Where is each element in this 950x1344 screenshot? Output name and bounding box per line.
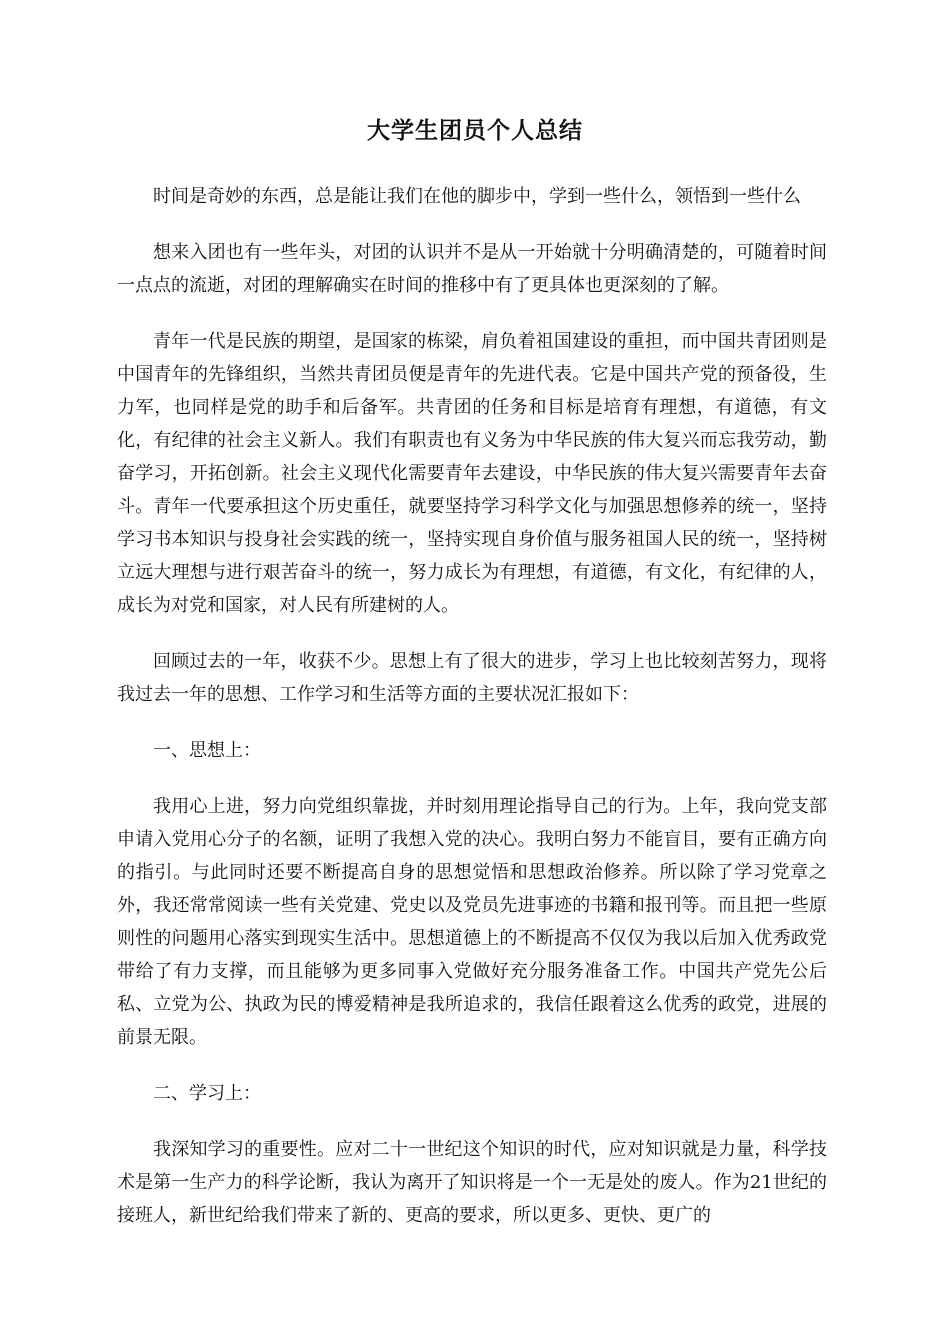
section-heading-study: 二、学习上： — [153, 1083, 261, 1104]
paragraph-study: 我深知学习的重要性。应对二十一世纪这个知识的时代，应对知识就是力量，科学技术是第一生产力的科学论断，我认为离开了知识将是一个一无是处的废人。作为21世纪的接班人，新世纪给我们带来了新的、更高的要求，所以更多、更快、更广的 — [117, 1139, 827, 1226]
paragraph-review: 回顾过去的一年，收获不少。思想上有了很大的进步，学习上也比较刻苦努力，现将我过去一年的思想、工作学习和生活等方面的主要状况汇报如下： — [117, 651, 827, 705]
document-title: 大学生团员个人总结 — [367, 118, 583, 144]
paragraph-understanding: 想来入团也有一些年头，对团的认识并不是从一开始就十分明确清楚的，可随着时间一点点的流逝，对团的理解确实在时间的推移中有了更具体也更深刻的了解。 — [117, 242, 827, 296]
paragraph-thought: 我用心上进，努力向党组织靠拢，并时刻用理论指导自己的行为。上年，我向党支部申请入党用心分子的名额，证明了我想入党的决心。我明白努力不能盲目，要有正确方向的指引。与此同时还要不断提高自身的思想觉悟和思想政治修养。所以除了学习党章之外，我还常常阅读一些有关党建、党史以及党员先进事迹的书籍和报刊等。而且把一些原则性的问题用心落实到现实生活中。思想道德上的不断提高不仅仅为我以后加入优秀政党带给了有力支撑，而且能够为更多同事入党做好充分服务准备工作。中国共产党先公后私、立党为公、执政为民的博爱精神是我所追求的，我信任跟着这么优秀的政党，进展的前景无限。 — [117, 796, 827, 1048]
paragraph-youth: 青年一代是民族的期望，是国家的栋梁，肩负着祖国建设的重担，而中国共青团则是中国青年的先锋组织，当然共青团员便是青年的先进代表。它是中国共产党的预备役，生力军，也同样是党的助手和后备军。共青团的任务和目标是培育有理想，有道德，有文化，有纪律的社会主义新人。我们有职责也有义务为中华民族的伟大复兴而忘我劳动，勤奋学习，开拓创新。社会主义现代化需要青年去建设，中华民族的伟大复兴需要青年去奋斗。青年一代要承担这个历史重任，就要坚持学习科学文化与加强思想修养的统一，坚持学习书本知识与投身社会实践的统一，坚持实现自身价值与服务祖国人民的统一，坚持树立远大理想与进行艰苦奋斗的统一，努力成长为有理想，有道德，有文化，有纪律的人，成长为对党和国家，对人民有所建树的人。 — [117, 331, 827, 616]
document-body — [117, 180, 827, 1255]
section-heading-thought: 一、思想上： — [153, 740, 261, 761]
paragraph-intro: 时间是奇妙的东西，总是能让我们在他的脚步中，学到一些什么，领悟到一些什么 — [153, 186, 801, 207]
